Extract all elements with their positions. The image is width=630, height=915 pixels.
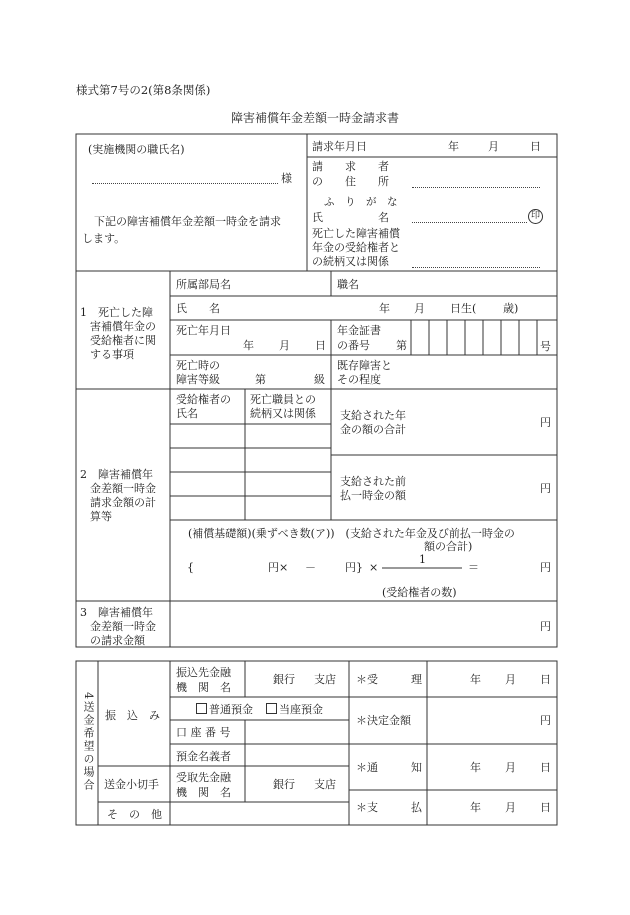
- section2-label-1: 2 障害補償年: [80, 468, 153, 481]
- checkbox-icon[interactable]: [196, 703, 207, 714]
- decided-amount-yen: 円: [540, 714, 551, 727]
- relation-line2: 年金の受給権者と: [312, 241, 400, 254]
- recv-branch-text: 支店: [314, 778, 336, 791]
- request-text-line1: 下記の障害補償年金差額一時金を請求: [94, 215, 281, 228]
- paid-advance-label-2: 払一時金の額: [340, 489, 406, 502]
- institution-name-field[interactable]: [92, 183, 278, 184]
- account-no-label: 口 座 番 号: [176, 726, 231, 739]
- paid-advance-yen: 円: [540, 482, 551, 495]
- grade-dai: 第: [255, 373, 266, 386]
- section2-label-2: 金差額一時金: [90, 482, 156, 495]
- paid-pension-yen: 円: [540, 416, 551, 429]
- death-month: 月: [279, 339, 290, 352]
- relation-col-header-1: 死亡職員との: [250, 393, 316, 406]
- payment-month: 月: [505, 801, 516, 814]
- current-deposit-checkbox[interactable]: 当座預金: [266, 703, 323, 716]
- branch-text: 支店: [314, 673, 336, 686]
- bank-text: 銀行: [273, 673, 295, 686]
- recipient-col-header-2: 氏名: [176, 407, 198, 420]
- request-month: 月: [488, 140, 499, 153]
- request-day: 日: [530, 140, 541, 153]
- recv-bank-label-1: 受取先金融: [176, 771, 231, 784]
- section3-yen: 円: [540, 620, 551, 633]
- decided-amount-label: ＊決定金額: [356, 714, 411, 727]
- notice-label: ＊通 知: [356, 761, 422, 774]
- receipt-day: 日: [540, 673, 551, 686]
- notice-year: 年: [470, 761, 481, 774]
- recv-bank-text: 銀行: [273, 778, 295, 791]
- formula-equals: ＝: [468, 561, 479, 574]
- claimant-label-2: の 住 所: [312, 175, 389, 188]
- recipient-col-header-1: 受給権者の: [176, 393, 231, 406]
- formula-header-1: (補償基礎額)(乗ずべき数(ア)) (支給された年金及び前払一時金の: [188, 527, 515, 540]
- payment-label: ＊支 払: [356, 801, 422, 814]
- grade-kyu: 級: [314, 373, 325, 386]
- age-label: 歳): [503, 302, 519, 315]
- notice-day: 日: [540, 761, 551, 774]
- formula-times: ×: [369, 561, 379, 574]
- holder-label: 預金名義者: [176, 750, 231, 763]
- existing-label-1: 既存障害と: [337, 359, 392, 372]
- position-label: 職名: [337, 278, 359, 291]
- section2-label-4: 算等: [90, 510, 112, 523]
- bank-label-1: 振込先金融: [176, 666, 231, 679]
- bank-label-2: 機 関 名: [176, 681, 231, 694]
- pension-no-label-1: 年金証書: [337, 324, 381, 337]
- section3-label-3: の請求金額: [90, 634, 145, 647]
- pension-no-label-2: の番号: [337, 339, 370, 352]
- section1-label-1: 1 死亡した障: [80, 306, 153, 319]
- relation-col-header-2: 続柄又は関係: [250, 407, 316, 420]
- formula-yen-close: 円}: [345, 561, 363, 574]
- receipt-year: 年: [470, 673, 481, 686]
- formula-numerator: 1: [419, 553, 426, 566]
- relation-field[interactable]: [412, 267, 540, 268]
- notice-month: 月: [505, 761, 516, 774]
- request-year: 年: [448, 140, 459, 153]
- section1-label-4: する事項: [90, 348, 134, 361]
- institution-label: (実施機関の職氏名): [88, 143, 185, 156]
- formula-open-brace: {: [187, 561, 194, 574]
- section3-label-2: 金差額一時金: [90, 620, 156, 633]
- deceased-name-label: 氏 名: [176, 302, 220, 315]
- birth-month: 月: [414, 302, 425, 315]
- death-year: 年: [243, 339, 254, 352]
- recv-bank-label-2: 機 関 名: [176, 786, 231, 799]
- other-label: そ の 他: [107, 808, 162, 821]
- form-code: 様式第7号の2(第8条関係): [76, 83, 211, 97]
- furigana-label: ふ り が な: [324, 196, 398, 208]
- dept-label: 所属部局名: [176, 278, 231, 291]
- transfer-label: 振 込 み: [105, 709, 160, 722]
- pension-no-dai: 第: [396, 339, 407, 352]
- check-label: 送金小切手: [104, 778, 159, 791]
- grade-label-2: 障害等級: [176, 373, 220, 386]
- section2-label-3: 請求金額の計: [90, 496, 156, 509]
- formula-yen-times: 円×: [268, 561, 289, 574]
- death-date-label: 死亡年月日: [176, 324, 231, 337]
- relation-line1: 死亡した障害補償: [312, 227, 400, 240]
- birth-day: 日生(: [450, 302, 477, 315]
- grade-label-1: 死亡時の: [176, 359, 220, 372]
- pension-no-go: 号: [540, 340, 551, 353]
- existing-label-2: その程度: [337, 373, 381, 386]
- formula-denominator: (受給権者の数): [382, 586, 457, 599]
- request-date-label: 請求年月日: [312, 140, 367, 153]
- section4-vertical-label: 4送金希望の場合: [82, 692, 95, 792]
- section3-label-1: 3 障害補償年: [80, 606, 153, 619]
- seal-mark: 印: [528, 209, 543, 224]
- formula-minus: －: [305, 561, 316, 574]
- ordinary-deposit-checkbox[interactable]: 普通預金: [196, 703, 253, 716]
- section1-label-3: 受給権者に関: [90, 334, 156, 347]
- paid-pension-label-2: 金の額の合計: [340, 423, 406, 436]
- claimant-address-field[interactable]: [412, 187, 540, 188]
- claimant-label-1: 請 求 者: [312, 160, 389, 173]
- request-text-line2: します。: [82, 232, 126, 245]
- honorific: 様: [281, 172, 292, 185]
- paid-pension-label-1: 支給された年: [340, 409, 406, 422]
- payment-year: 年: [470, 801, 481, 814]
- formula-header-2: 額の合計): [424, 540, 473, 553]
- section1-label-2: 害補償年金の: [90, 320, 156, 333]
- form-title: 障害補償年金差額一時金請求書: [230, 111, 399, 125]
- relation-line3: の続柄又は関係: [312, 255, 389, 268]
- claimant-name-label: 氏 名: [312, 211, 389, 224]
- claimant-name-field[interactable]: [412, 222, 527, 223]
- receipt-label: ＊受 理: [356, 673, 422, 686]
- payment-day: 日: [540, 801, 551, 814]
- receipt-month: 月: [505, 673, 516, 686]
- birth-year: 年: [379, 302, 390, 315]
- checkbox-icon[interactable]: [266, 703, 277, 714]
- formula-yen: 円: [540, 561, 551, 574]
- death-day: 日: [315, 339, 326, 352]
- paid-advance-label-1: 支給された前: [340, 475, 406, 488]
